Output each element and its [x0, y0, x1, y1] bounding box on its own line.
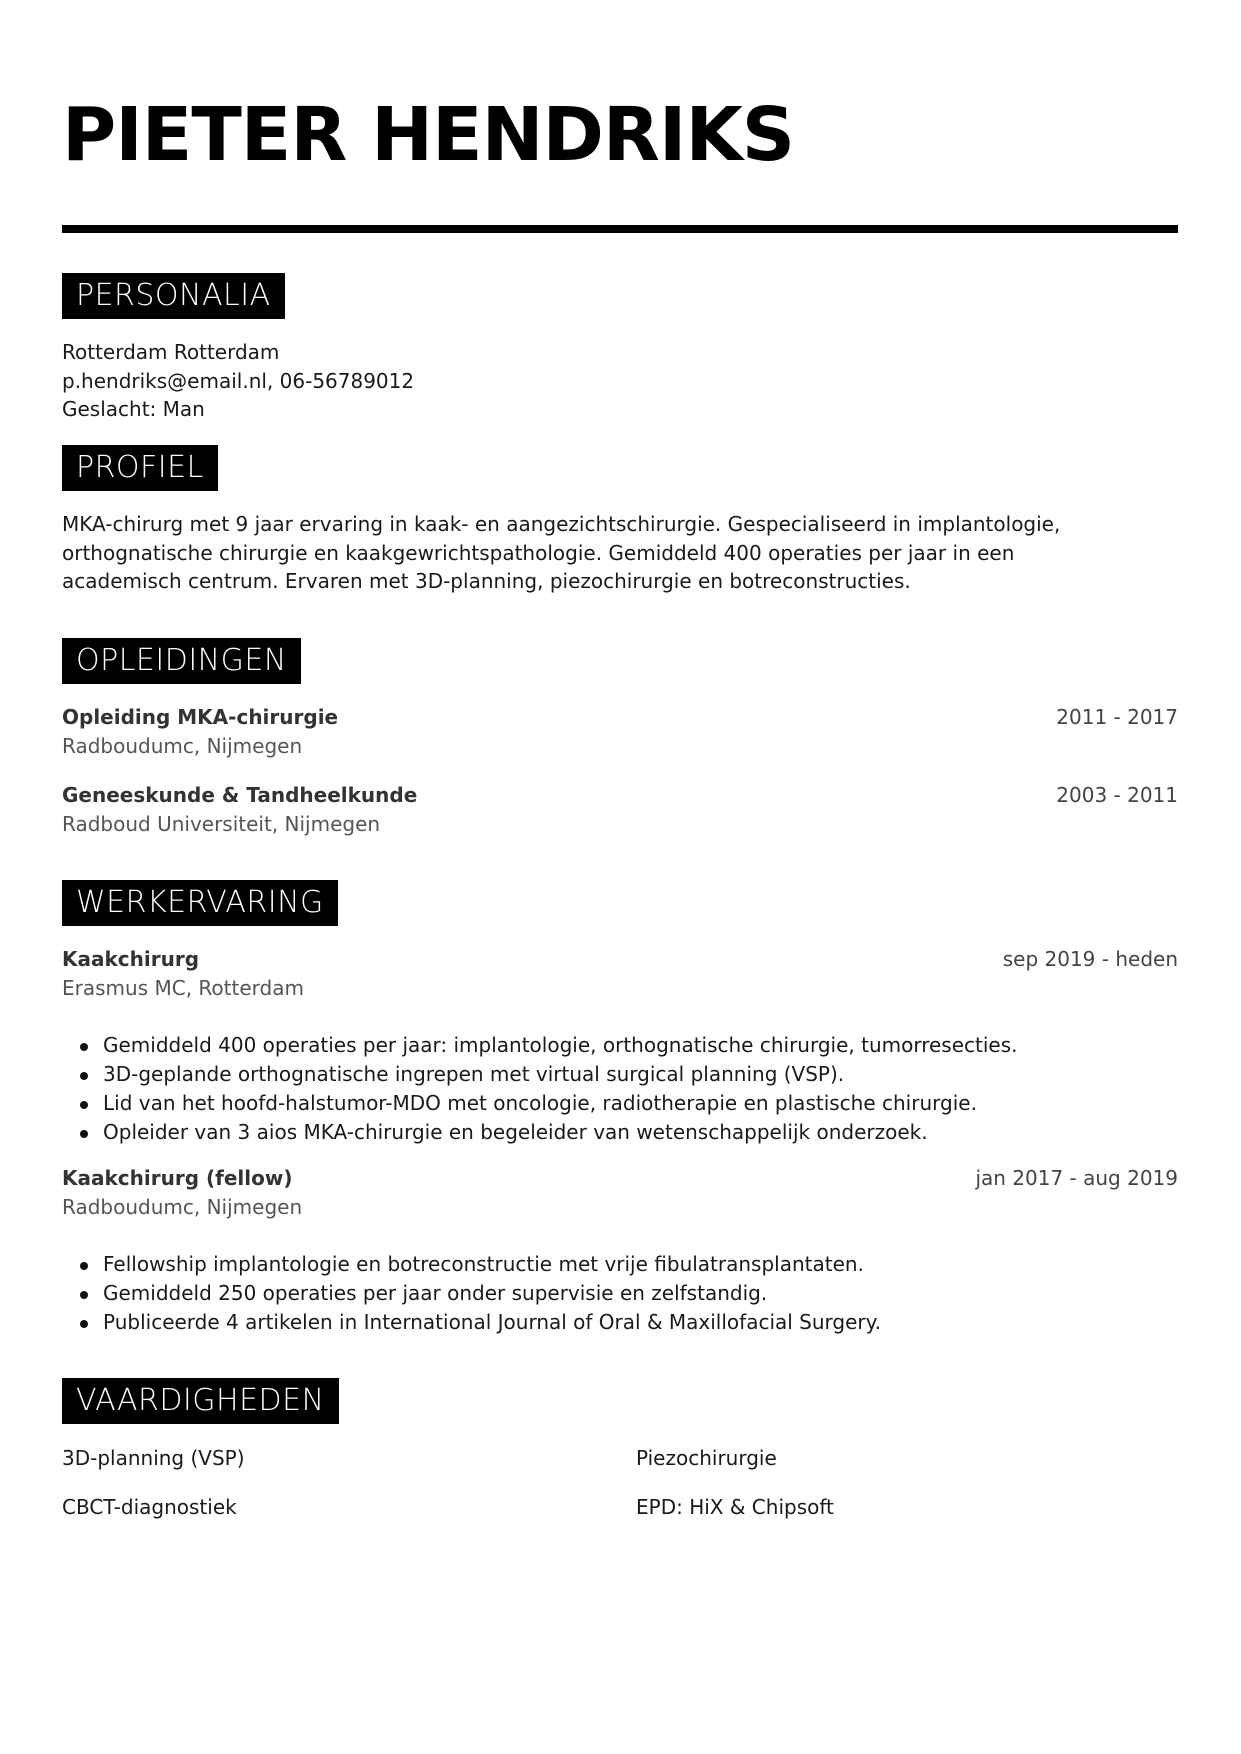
gender-line: Geslacht: Man — [62, 397, 205, 421]
section-heading-opleidingen: OPLEIDINGEN — [62, 638, 301, 684]
contact-line: p.hendriks@email.nl, 06-56789012 — [62, 368, 415, 393]
skill-item: 3D-planning (VSP) — [62, 1446, 245, 1470]
candidate-name: PIETER HENDRIKS — [62, 92, 795, 178]
list-item — [62, 1308, 881, 1337]
profile-line: MKA-chirurg met 9 jaar ervaring in kaak- en aangezichtschirurgie. Gespecialiseerd in implantologie, — [62, 512, 1061, 536]
bullet-icon — [80, 1262, 88, 1270]
bullet-icon — [80, 1101, 88, 1109]
bullet-text: Publiceerde 4 artikelen in International Journal of Oral & Maxillofacial Surgery. — [103, 1310, 881, 1334]
skill-item: Piezochirurgie — [636, 1446, 777, 1470]
bullet-text: Fellowship implantologie en botreconstructie met vrije fibulatransplantaten. — [103, 1252, 864, 1276]
education-entry — [62, 703, 1178, 761]
education-institution: Radboudumc, Nijmegen — [62, 734, 303, 758]
bullet-text: Opleider van 3 aios MKA-chirurgie en begeleider van wetenschappelijk onderzoek. — [103, 1120, 928, 1144]
list-item — [62, 1118, 1018, 1147]
job-title: Kaakchirurg (fellow) — [62, 1166, 293, 1190]
bullet-icon — [80, 1291, 88, 1299]
education-title: Geneeskunde & Tandheelkunde — [62, 783, 418, 807]
job-period: jan 2017 - aug 2019 — [975, 1166, 1178, 1190]
address-line: Rotterdam Rotterdam — [62, 340, 280, 364]
job-bullet-list — [62, 1250, 881, 1337]
bullet-icon — [80, 1130, 88, 1138]
profile-line: orthognatische chirurgie en kaakgewrichtspathologie. Gemiddeld 400 operaties per jaar in een — [62, 540, 1015, 565]
job-period: sep 2019 - heden — [1002, 947, 1178, 971]
header-divider — [62, 225, 1178, 233]
bullet-icon — [80, 1043, 88, 1051]
skill-item: CBCT-diagnostiek — [62, 1495, 237, 1519]
education-entry — [62, 781, 1178, 839]
bullet-icon — [80, 1320, 88, 1328]
education-title: Opleiding MKA-chirurgie — [62, 705, 339, 729]
bullet-text: Gemiddeld 250 operaties per jaar onder supervisie en zelfstandig. — [103, 1281, 768, 1305]
list-item — [62, 1031, 1018, 1060]
section-heading-personalia: PERSONALIA — [62, 273, 285, 319]
job-bullet-list — [62, 1031, 1018, 1147]
education-period: 2003 - 2011 — [1056, 783, 1178, 807]
personalia-block — [62, 338, 414, 424]
list-item — [62, 1279, 881, 1308]
job-entry — [62, 1164, 1178, 1222]
bullet-text: 3D-geplande orthognatische ingrepen met virtual surgical planning (VSP). — [103, 1062, 845, 1086]
education-period: 2011 - 2017 — [1056, 705, 1178, 729]
job-entry — [62, 945, 1178, 1003]
list-item — [62, 1250, 881, 1279]
list-item — [62, 1060, 1018, 1089]
section-heading-vaardigheden: VAARDIGHEDEN — [62, 1378, 339, 1424]
job-title: Kaakchirurg — [62, 947, 200, 971]
profile-text — [62, 510, 1060, 596]
section-heading-profiel: PROFIEL — [62, 445, 218, 491]
job-employer: Radboudumc, Nijmegen — [62, 1195, 303, 1219]
education-institution: Radboud Universiteit, Nijmegen — [62, 812, 381, 836]
job-employer: Erasmus MC, Rotterdam — [62, 976, 304, 1000]
skill-item: EPD: HiX & Chipsoft — [636, 1495, 834, 1519]
section-heading-werkervaring: WERKERVARING — [62, 880, 338, 926]
bullet-icon — [80, 1072, 88, 1080]
profile-line: academisch centrum. Ervaren met 3D-planning, piezochirurgie en botreconstructies. — [62, 569, 911, 593]
list-item — [62, 1089, 1018, 1118]
bullet-text: Gemiddeld 400 operaties per jaar: implantologie, orthognatische chirurgie, tumorresecties. — [103, 1033, 1018, 1057]
bullet-text: Lid van het hoofd-halstumor-MDO met oncologie, radiotherapie en plastische chirurgie. — [103, 1091, 977, 1115]
